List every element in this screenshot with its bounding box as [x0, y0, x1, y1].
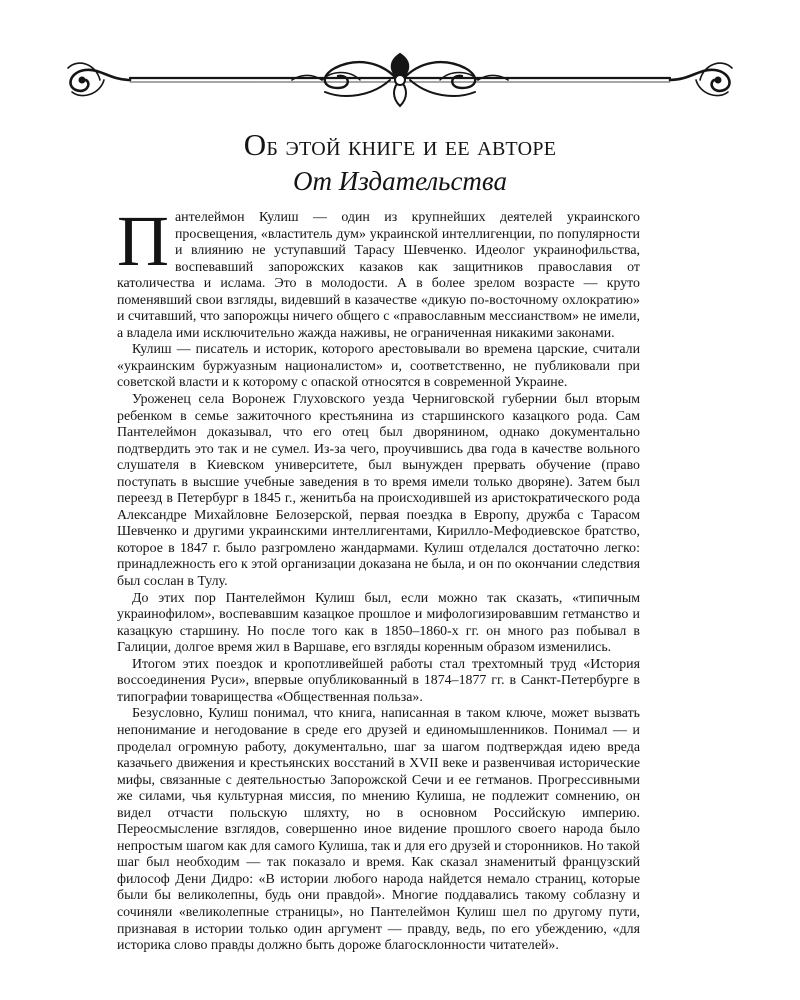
article-body	[117, 201, 640, 955]
paragraph-2: Кулиш — писатель и историк, которого арестовывали во времена царские, считали «украинским буржуазным националистом» и, соответственно, не публиковали при советской власти и к которому с опаской относятся в современной Украине.	[117, 342, 640, 391]
paragraph-6: Безусловно, Кулиш понимал, что книга, написанная в таком ключе, может вызвать непонимание и негодование в среде его друзей и единомышленников. Понимал — и проделал огромную работу, документально, шаг за шагом подтверждая идею вреда казачьего движения и крестьянских восстаний в XVII веке и развенчивая исторические мифы, связанные с деятельностью Запорожской Сечи и ее гетманов. Прогрессивными же силами, чья культурная миссия, по мнению Кулиша, не подлежит сомнению, он видел отчасти польскую шляхту, но в основном Российскую империю. Переосмысление взглядов, совершенно иное видение прошлого своего народа было непростым шагом как для самого Кулиша, так и для его друзей и сторонников. Но такой шаг был необходим — так показало и время. Как сказал знаменитый французский философ Дени Дидро: «В истории любого народа найдется немало страниц, которые были бы великолепны, будь они правдой». Многие поддавались такому соблазну и сочиняли «великолепные страницы», но Пантелеймон Кулиш шел по другому пути, признавая в истории только один аргумент — правду, ведь, по его убеждению, «для историка слово правды должно быть дороже благосклонности читателей».	[117, 706, 640, 954]
page-title	[0, 127, 800, 162]
paragraph-1	[117, 201, 640, 342]
drop-cap: П	[117, 201, 169, 281]
paragraph-5: Итогом этих поездок и кропотливейшей работы стал трехтомный труд «История воссоединения Руси», впервые опубликованный в 1874–1877 гг. в Санкт-Петербурге в типографии товарищества «Общественная польза».	[117, 656, 640, 705]
page-subtitle: От Издательства	[293, 166, 507, 196]
ornamental-header-border-icon	[60, 50, 740, 108]
paragraph-1-text: антелеймон Кулиш — один из крупнейших деятелей украинского просвещения, «властитель дум» украинской интеллигенции, по популярности и влиянию не уступавший Тарасу Шевченко. Идеолог украинофильства, воспевавший запорожских казаков как защитников православия от католичества и ислама. Это в молодости. А в более зрелом возрасте — круто поменявший свои взгляды, видевший в казачестве «дикую по-восточному охлократию» и считавший, что запорожцы ничего общего с «православным мессианством» не имели, а владела ими исключительно жажда наживы, не ограниченная никакими законами.	[117, 210, 640, 341]
title-first-letter: О	[243, 127, 267, 162]
title-rest: б этой книге и ее авторе	[266, 131, 557, 162]
paragraph-4: До этих пор Пантелеймон Кулиш был, если можно так сказать, «типичным украинофилом», воспевавшим казацкое прошлое и мифологизировавшим гетманство и казацкую старшину. Но после того как в 1850–1860-х гг. он много раз побывал в Галиции, долгое время жил в Варшаве, его взгляды коренным образом изменились.	[117, 590, 640, 656]
paragraph-3: Уроженец села Воронеж Глуховского уезда Черниговской губернии был вторым ребенком в семье зажиточного крестьянина из старшинского казацкого рода. Сам Пантелеймон доказывал, что его отец был дворянином, однако документально подтвердить это так и не сумел. Из-за чего, проучившись два года в качестве вольного слушателя в Киевском университете, был вынужден прервать обучение (право поступать в высшие учебные заведения в то время имели только дворяне). Затем был переезд в Петербург в 1845 г., женитьба на происходившей из аристократического рода Александре Михайловне Белозерской, первая поездка в Европу, дружба с Тарасом Шевченко и другими украинскими интеллигентами, Кирилло-Мефодиевское братство, которое в 1847 г. было разгромлено жандармами. Кулиш отделался достаточно легко: принадлежность его к этой организации доказана не была, и он по окончании следствия был сослан в Тулу.	[117, 392, 640, 590]
